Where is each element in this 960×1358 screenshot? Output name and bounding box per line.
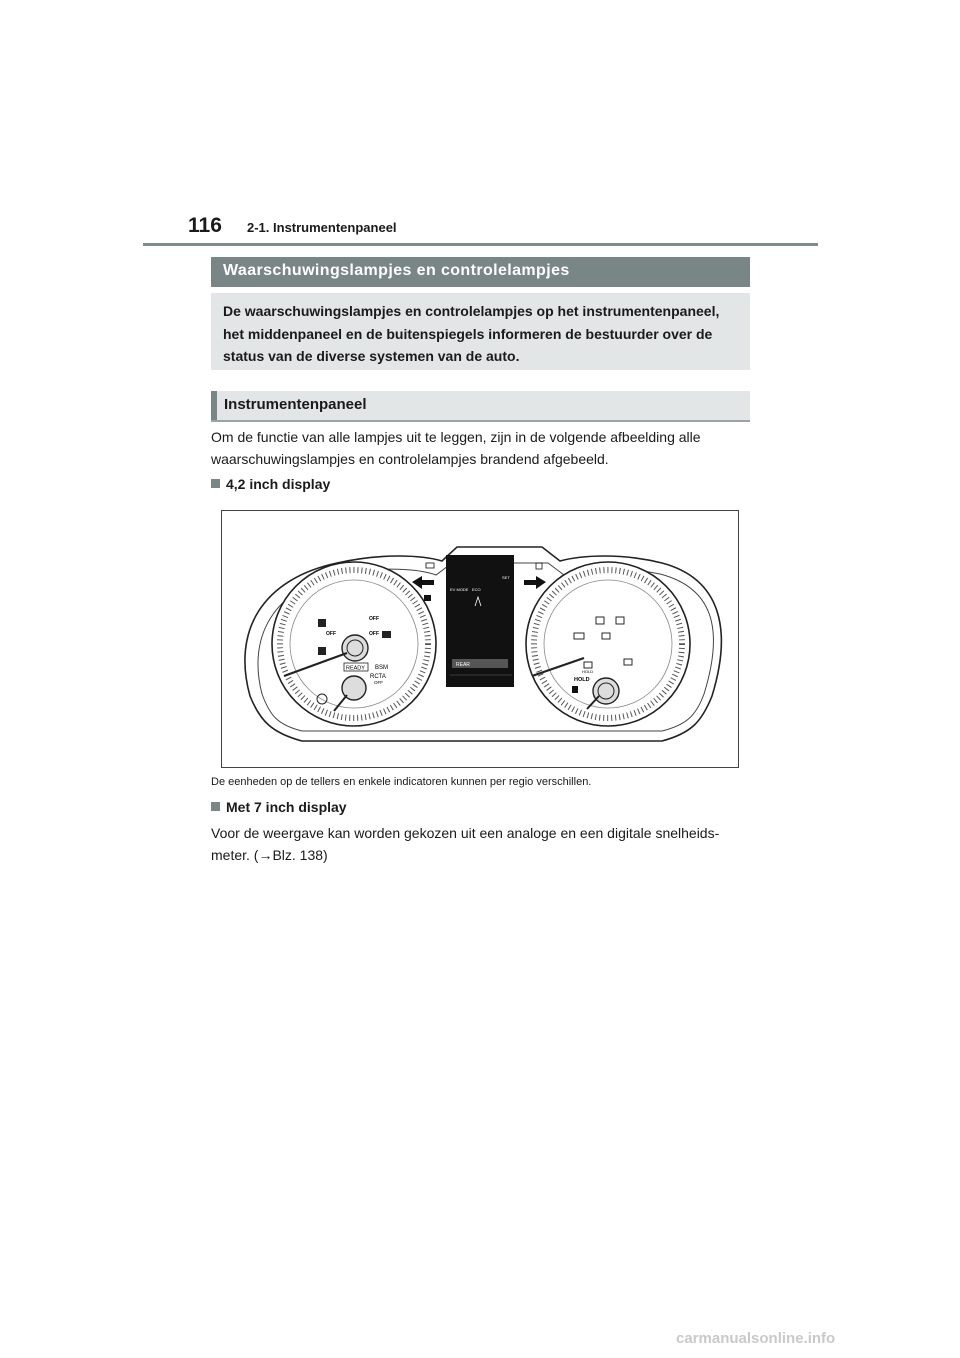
header-divider [143,243,818,246]
section-title: Waarschuwingslampjes en controlelampjes [223,262,570,279]
turn-right-arrow-icon [524,576,546,589]
hold-label: HOLD [574,677,590,683]
rear-label: REAR [456,662,470,668]
bsm-label: BSM [375,665,389,671]
headlight-indicator-icon [426,563,434,568]
intro-box [211,293,750,370]
ev-mode-label: EV MODE [450,587,469,592]
subheading-bar [211,391,750,420]
subheading-tab [211,391,217,420]
left-indicator-icon [318,619,326,627]
subheading-rule [211,420,750,422]
heading-7-inch-label: Met 7 inch display [226,799,347,815]
instrument-cluster-illustration [222,511,738,767]
left-indicator-icon-3 [382,631,391,638]
eco-label: ECO [472,587,481,592]
page-number: 116 [188,214,222,237]
left-indicator-icon-2 [318,647,326,655]
turn-left-arrow-icon [412,576,434,589]
intro-text: De waarschuwingslampjes en controlelampjes op het instrumentenpaneel, het middenpaneel en de buitenspiegels informeren de bestuurder over de status van de diverse systemen van de auto. [223,303,720,364]
heading-4-2-inch-label: 4,2 inch display [226,476,331,492]
square-bullet-icon [211,479,220,488]
subheading: Instrumentenpaneel [224,396,367,413]
right-gauge-hub [593,678,619,704]
instrument-panel-figure [221,510,739,768]
left-off-label-2: OFF [369,616,379,622]
square-bullet-icon [211,802,220,811]
hold-small-label: HOLD [582,669,594,674]
figure-caption: De eenheden op de tellers en enkele indicatoren kunnen per regio verschillen. [211,776,592,788]
heading-4-2-inch [211,476,330,492]
ready-label: READY [346,665,365,672]
left-off-label-3: OFF [369,631,379,637]
watermark: carmanualsonline.info [676,1330,836,1347]
rcta-off-label: OFF [374,680,383,685]
section-label: 2-1. Instrumentenpaneel [247,220,397,235]
left-off-label-1: OFF [326,631,336,637]
set-label: SET [502,575,510,580]
section-title-bar [211,257,750,287]
beam-indicator-icon [424,595,431,601]
left-gauge-hub [342,635,368,661]
display-7-paragraph: Voor de weergave kan worden gekozen uit een analoge en een digitale snelheids-meter. (→Blz. 138) [211,825,720,863]
rcta-label: RCTA [370,674,386,680]
body-paragraph: Om de functie van alle lampjes uit te leggen, zijn in de volgende afbeelding alle waarschuwingslampjes en controlelampjes brandend afgebeeld. [211,429,701,467]
fog-indicator-icon [536,563,542,569]
fuel-icon [572,686,578,693]
heading-7-inch [211,799,347,815]
